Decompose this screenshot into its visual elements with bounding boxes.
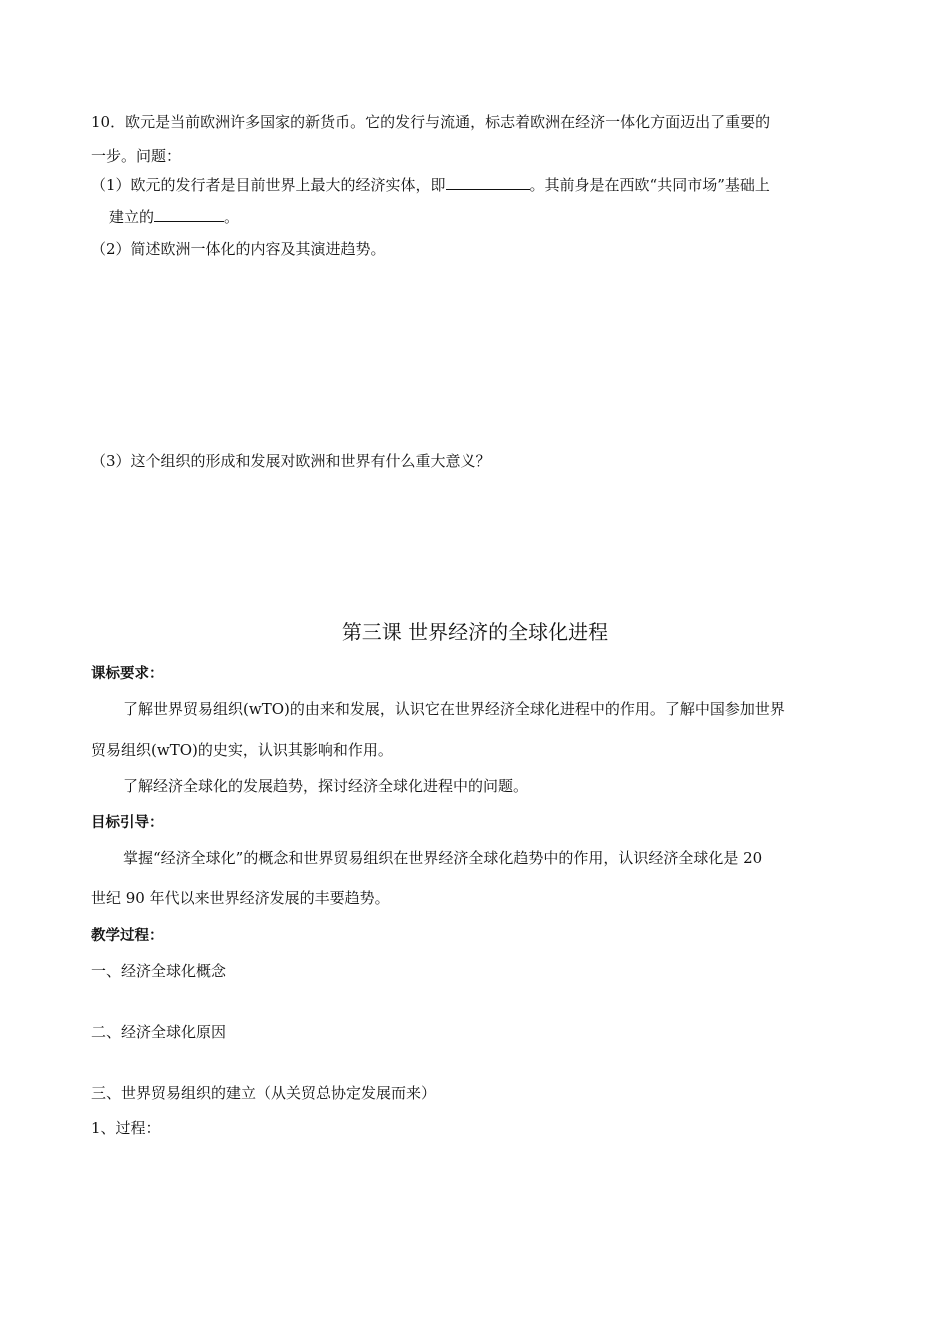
q10-part1-text-d: 。: [224, 208, 240, 226]
curriculum-requirements-heading: 课标要求：: [91, 666, 164, 682]
q10-part1-text-a: （1）欧元的发行者是目前世界上最大的经济实体，即: [91, 176, 446, 194]
requirements-line2: 贸易组织(wTO)的史实，认识其影响和作用。: [91, 741, 393, 759]
q10-part1-text-c: 建立的: [109, 208, 155, 226]
goal-guidance-heading: 目标引导：: [91, 815, 164, 831]
q10-stem-line2: 一步。问题：: [91, 147, 182, 165]
goal-line2: 世纪 90 年代以来世界经济发展的丰要趋势。: [91, 889, 390, 907]
q10-part1-text-b: 。其前身是在西欧“共同市场”基础上: [529, 176, 770, 194]
q10-part2: （2）简述欧洲一体化的内容及其演进趋势。: [91, 240, 386, 258]
q10-stem-line1: 10．欧元是当前欧洲许多国家的新货币。它的发行与流通，标志着欧洲在经济一体化方面迈出了重要的: [91, 113, 771, 131]
requirements-line1: 了解世界贸易组织(wTO)的由来和发展，认识它在世界经济全球化进程中的作用。了解中国参加世界: [123, 700, 785, 718]
q10-part1-line1: [91, 174, 770, 196]
teaching-process-heading: 教学过程：: [91, 928, 164, 944]
q10-part3: （3）这个组织的形成和发展对欧洲和世界有什么重大意义？: [91, 452, 491, 470]
answer-blank-2[interactable]: [154, 206, 224, 222]
process-item-3: 三、世界贸易组织的建立（从关贸总协定发展而来）: [91, 1084, 437, 1102]
process-item-4: 1、过程：: [91, 1119, 161, 1137]
answer-blank-1[interactable]: [446, 174, 530, 190]
q10-part1-line2: [109, 206, 239, 228]
process-item-2: 二、经济全球化原因: [91, 1023, 227, 1041]
requirements-line3: 了解经济全球化的发展趋势，探讨经济全球化进程中的问题。: [123, 777, 529, 795]
lesson-title: 第三课 世界经济的全球化进程: [341, 620, 609, 644]
process-item-1: 一、经济全球化概念: [91, 962, 227, 980]
goal-line1: 掌握“经济全球化”的概念和世界贸易组织在世界经济全球化趋势中的作用，认识经济全球化是 20: [123, 849, 763, 867]
